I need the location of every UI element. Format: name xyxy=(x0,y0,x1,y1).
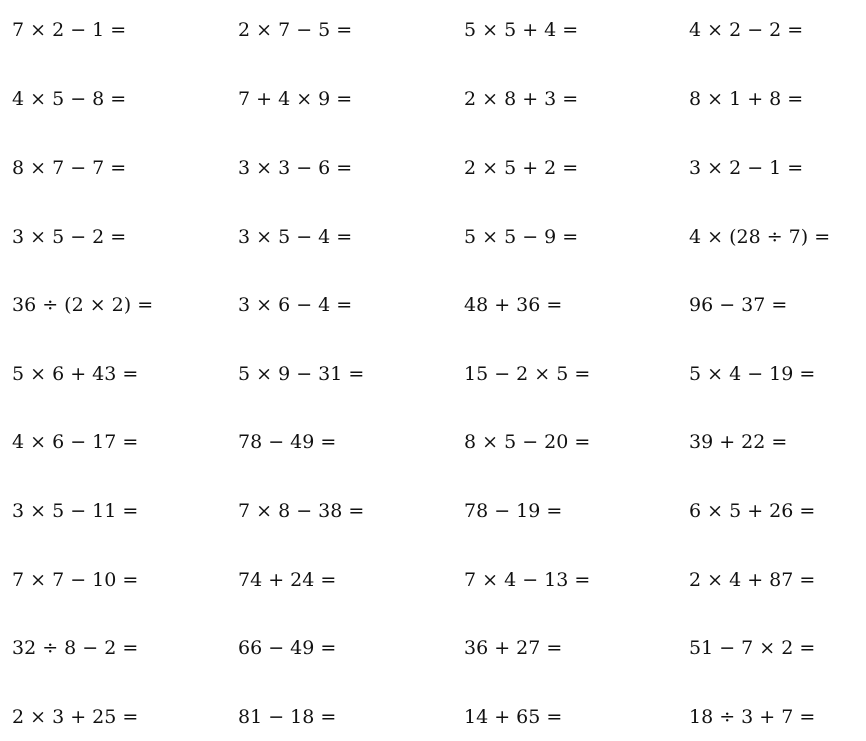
math-problem: 7 × 4 − 13 = xyxy=(464,569,591,591)
math-problem: 66 − 49 = xyxy=(238,637,337,659)
math-problem: 14 + 65 = xyxy=(464,706,563,728)
math-problem: 7 + 4 × 9 = xyxy=(238,88,353,110)
math-problem: 5 × 5 − 9 = xyxy=(464,226,579,248)
math-problem: 2 × 7 − 5 = xyxy=(238,19,353,41)
math-problem: 3 × 5 − 4 = xyxy=(238,226,353,248)
math-problem: 2 × 4 + 87 = xyxy=(689,569,816,591)
math-problem: 78 − 49 = xyxy=(238,431,337,453)
math-problem: 36 ÷ (2 × 2) = xyxy=(12,294,154,316)
math-problem: 74 + 24 = xyxy=(238,569,337,591)
problem-row xyxy=(0,151,866,185)
math-problem: 81 − 18 = xyxy=(238,706,337,728)
math-problem: 2 × 5 + 2 = xyxy=(464,157,579,179)
problem-row xyxy=(0,288,866,322)
problem-row xyxy=(0,425,866,459)
math-problem: 48 + 36 = xyxy=(464,294,563,316)
problem-row xyxy=(0,631,866,665)
math-problem: 32 ÷ 8 − 2 = xyxy=(12,637,139,659)
math-problem: 39 + 22 = xyxy=(689,431,788,453)
problem-row xyxy=(0,82,866,116)
problem-row xyxy=(0,220,866,254)
math-problem: 3 × 5 − 2 = xyxy=(12,226,127,248)
math-problem: 8 × 7 − 7 = xyxy=(12,157,127,179)
problem-row xyxy=(0,357,866,391)
math-problem: 3 × 3 − 6 = xyxy=(238,157,353,179)
math-problem: 96 − 37 = xyxy=(689,294,788,316)
math-problem: 18 ÷ 3 + 7 = xyxy=(689,706,816,728)
math-problem: 3 × 6 − 4 = xyxy=(238,294,353,316)
math-problem: 5 × 5 + 4 = xyxy=(464,19,579,41)
math-problem: 3 × 5 − 11 = xyxy=(12,500,139,522)
math-problem: 8 × 5 − 20 = xyxy=(464,431,591,453)
math-problem: 6 × 5 + 26 = xyxy=(689,500,816,522)
math-problem: 2 × 3 + 25 = xyxy=(12,706,139,728)
math-problem: 5 × 6 + 43 = xyxy=(12,363,139,385)
math-problem: 4 × 6 − 17 = xyxy=(12,431,139,453)
math-problem: 15 − 2 × 5 = xyxy=(464,363,591,385)
math-problem: 7 × 2 − 1 = xyxy=(12,19,127,41)
math-problem: 5 × 9 − 31 = xyxy=(238,363,365,385)
math-problem: 36 + 27 = xyxy=(464,637,563,659)
math-problem: 3 × 2 − 1 = xyxy=(689,157,804,179)
math-problem: 5 × 4 − 19 = xyxy=(689,363,816,385)
math-problem: 4 × (28 ÷ 7) = xyxy=(689,226,831,248)
math-problem: 2 × 8 + 3 = xyxy=(464,88,579,110)
problem-row xyxy=(0,494,866,528)
math-problem: 78 − 19 = xyxy=(464,500,563,522)
math-problem: 7 × 8 − 38 = xyxy=(238,500,365,522)
math-problem: 4 × 2 − 2 = xyxy=(689,19,804,41)
problem-row xyxy=(0,700,866,734)
math-problem: 51 − 7 × 2 = xyxy=(689,637,816,659)
problem-row xyxy=(0,563,866,597)
problem-row xyxy=(0,13,866,47)
math-problem: 4 × 5 − 8 = xyxy=(12,88,127,110)
math-problem: 8 × 1 + 8 = xyxy=(689,88,804,110)
math-problem: 7 × 7 − 10 = xyxy=(12,569,139,591)
